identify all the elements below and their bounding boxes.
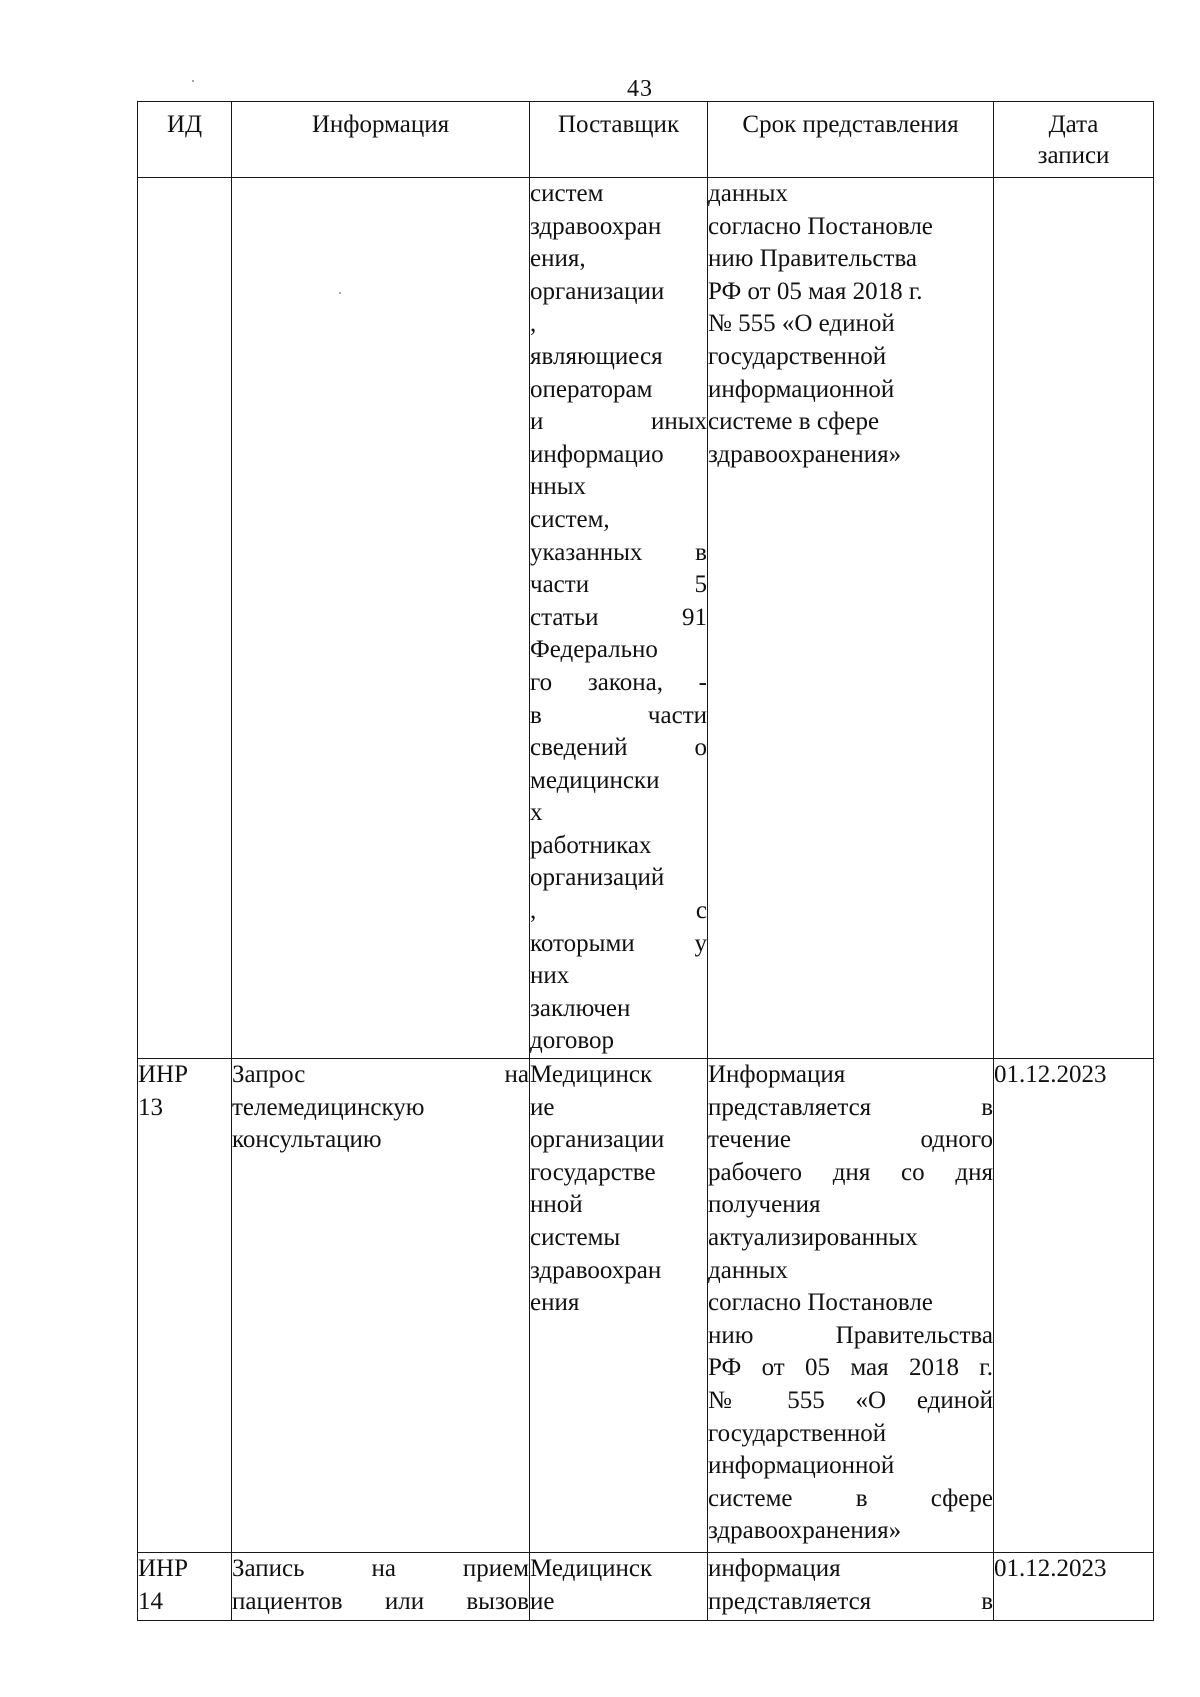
cell-supplier bbox=[530, 1059, 708, 1553]
cell-text-line: статьи 91 bbox=[530, 603, 707, 631]
cell-info bbox=[232, 178, 530, 1059]
header-date: Дата записи bbox=[994, 102, 1154, 178]
cell-text-line: , с bbox=[530, 897, 707, 925]
header-id: ИД bbox=[138, 102, 232, 178]
cell-text-line: работниках bbox=[530, 831, 652, 859]
cell-text-line: здравоохран bbox=[530, 1256, 662, 1284]
cell-text-line: организации bbox=[530, 277, 665, 305]
cell-text-line: информационной bbox=[708, 375, 895, 403]
cell-text-line: государственной bbox=[708, 1419, 887, 1447]
cell-text-line: РФ от 05 мая 2018 г. bbox=[708, 1354, 993, 1382]
scan-speck bbox=[192, 80, 194, 82]
cell-text-line: государственной bbox=[708, 342, 887, 370]
cell-text-line: № 555 «О единой bbox=[708, 310, 895, 338]
cell-text-line: заключен bbox=[530, 994, 631, 1022]
cell-text-line: и иных bbox=[530, 408, 707, 436]
cell-text-line: системы bbox=[530, 1224, 621, 1251]
cell-text-line: ИНР bbox=[138, 1061, 189, 1089]
cell-text-line: здравоохран bbox=[530, 212, 662, 240]
cell-text-line: телемедицинскую bbox=[232, 1093, 425, 1121]
cell-text-line: указанных в bbox=[530, 538, 707, 566]
cell-text-line: информацио bbox=[530, 440, 664, 468]
cell-info bbox=[232, 1553, 530, 1621]
cell-text-line: них bbox=[530, 962, 570, 990]
cell-text-line: сведений о bbox=[530, 734, 707, 762]
cell-deadline bbox=[708, 1059, 994, 1553]
header-deadline: Срок представления bbox=[708, 102, 994, 178]
cell-text-line: организации bbox=[530, 1126, 665, 1154]
cell-deadline bbox=[708, 178, 994, 1059]
table-row bbox=[138, 178, 1154, 1059]
cell-text-line: которыми у bbox=[530, 929, 707, 957]
cell-supplier bbox=[530, 1553, 708, 1621]
cell-text-line: представляется в bbox=[708, 1587, 993, 1615]
header-info: Информация bbox=[232, 102, 530, 178]
cell-text-line: здравоохранения» bbox=[708, 1517, 902, 1545]
cell-text-line: в части bbox=[530, 701, 707, 729]
cell-text-line: Федерально bbox=[530, 636, 658, 664]
cell-text-line: системе в сфере bbox=[708, 408, 880, 436]
cell-text-line: нной bbox=[530, 1191, 583, 1219]
cell-id bbox=[138, 1059, 232, 1553]
cell-text-line: представляется в bbox=[708, 1093, 993, 1121]
cell-text-line: Медицинск bbox=[530, 1555, 653, 1583]
cell-text-line: части 5 bbox=[530, 571, 707, 599]
cell-text-line: получения bbox=[708, 1191, 821, 1219]
cell-text-line: х bbox=[530, 799, 543, 827]
cell-date: 01.12.2023 bbox=[994, 1553, 1154, 1621]
cell-text-line: пациентов или вызов bbox=[232, 1587, 529, 1615]
cell-text-line: 14 bbox=[138, 1587, 163, 1615]
cell-text-line: организаций bbox=[530, 864, 665, 892]
records-table bbox=[137, 101, 1154, 1621]
header-supplier: Поставщик bbox=[530, 102, 708, 178]
cell-text-line: Запись на прием bbox=[232, 1555, 529, 1583]
table-row bbox=[138, 1059, 1154, 1553]
cell-date bbox=[994, 178, 1154, 1059]
cell-text-line: систем bbox=[530, 180, 604, 207]
cell-text-line: ения bbox=[530, 1289, 580, 1317]
cell-text-line: систем, bbox=[530, 505, 610, 533]
cell-text-line: согласно Постановле bbox=[708, 212, 933, 240]
cell-id bbox=[138, 1553, 232, 1621]
cell-text-line: течение одного bbox=[708, 1126, 993, 1154]
cell-date: 01.12.2023 bbox=[994, 1059, 1154, 1553]
cell-text-line: ения, bbox=[530, 245, 586, 273]
cell-text-line: информационной bbox=[708, 1452, 895, 1480]
cell-text-line: Медицинск bbox=[530, 1061, 653, 1089]
cell-deadline bbox=[708, 1553, 994, 1621]
cell-text-line: государстве bbox=[530, 1158, 656, 1186]
cell-text-line: Информация bbox=[708, 1061, 846, 1089]
cell-text-line: Запрос на bbox=[232, 1061, 529, 1089]
page-number: 43 bbox=[627, 76, 653, 102]
cell-text-line: согласно Постановле bbox=[708, 1289, 933, 1317]
cell-text-line: ие bbox=[530, 1093, 555, 1121]
cell-text-line: РФ от 05 мая 2018 г. bbox=[708, 277, 923, 305]
cell-text-line: являющиеся bbox=[530, 342, 663, 370]
cell-text-line: здравоохранения» bbox=[708, 440, 902, 468]
cell-text-line: ИНР bbox=[138, 1555, 189, 1583]
cell-text-line: договор bbox=[530, 1027, 614, 1055]
cell-text-line: актуализированных bbox=[708, 1224, 918, 1251]
table-header-row bbox=[138, 102, 1154, 178]
cell-text-line: системе в сфере bbox=[708, 1484, 993, 1512]
cell-text-line: нию Правительства bbox=[708, 245, 918, 273]
cell-info bbox=[232, 1059, 530, 1553]
cell-text-line: нию Правительства bbox=[708, 1321, 993, 1349]
cell-text-line: ие bbox=[530, 1587, 555, 1615]
cell-text-line: консультацию bbox=[232, 1126, 382, 1154]
cell-text-line: нных bbox=[530, 473, 587, 501]
cell-text-line: операторам bbox=[530, 375, 653, 403]
cell-text-line: данных bbox=[708, 1256, 788, 1284]
cell-text-line: данных bbox=[708, 180, 788, 207]
cell-text-line: , bbox=[530, 310, 537, 338]
cell-id bbox=[138, 178, 232, 1059]
cell-text-line: 13 bbox=[138, 1093, 163, 1121]
cell-supplier bbox=[530, 178, 708, 1059]
cell-text-line: го закона, - bbox=[530, 668, 707, 696]
cell-text-line: рабочего дня со дня bbox=[708, 1158, 993, 1186]
cell-text-line: информация bbox=[708, 1555, 841, 1583]
cell-text-line: № 555 «О единой bbox=[708, 1386, 993, 1414]
cell-text-line: медицински bbox=[530, 766, 660, 794]
table-row bbox=[138, 1553, 1154, 1621]
